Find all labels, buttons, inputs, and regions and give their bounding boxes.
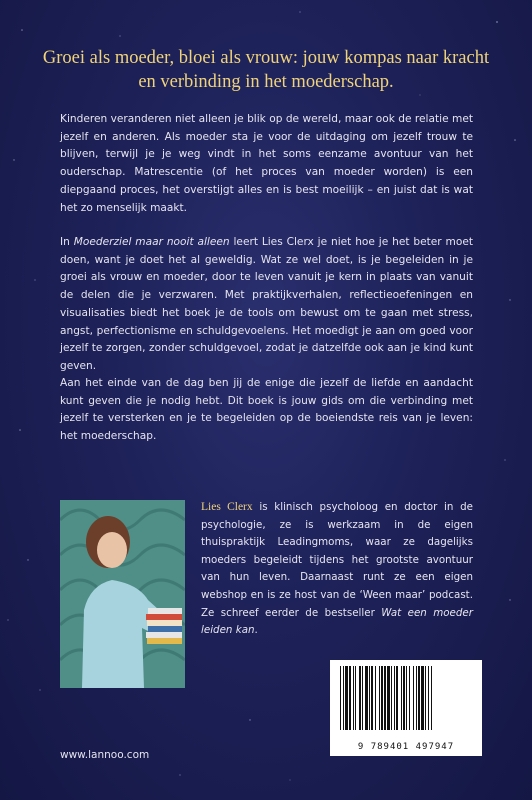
cover-headline: Groei als moeder, bloei als vrouw: jouw kompas naar kracht en verbinding in het moederschap. bbox=[42, 48, 490, 92]
intro-paragraph: Kinderen veranderen niet alleen je blik op de wereld, maar ook de relatie met jezelf en anderen. Als moeder sta je voor de uitdaging om jezelf trouw te blijven, terwijl je je weg vindt in het soms eenzame avontuur van het ouderschap. Matrescentie (of het proces van moeder worden) is een diepgaand proces, het overstijgt alles en is best moeilijk – en juist dat is wat het zo menselijk maakt. bbox=[60, 113, 473, 214]
book-description-paragraph bbox=[60, 234, 473, 376]
author-name: Lies Clerx bbox=[201, 501, 253, 513]
author-bio bbox=[201, 499, 473, 640]
isbn-barcode bbox=[330, 660, 482, 756]
previous-book-title: Wat een moeder leiden kan bbox=[201, 606, 473, 637]
publisher-website: www.lannoo.com bbox=[60, 749, 150, 761]
author-bio-end: . bbox=[254, 624, 258, 637]
author-bio-text: is klinisch psycholoog en doctor in de psychologie, ze is werkzaam in de eigen thuispraktijk Leadingmoms, waar ze dagelijks moeders begeleidt tijdens het grootste avontuur van hun leven. Daarnaast runt ze een eigen webshop en is ze host van de ‘Ween maar’ podcast. Ze schreef eerder de bestseller bbox=[201, 501, 473, 619]
description-prefix: In bbox=[60, 236, 74, 248]
isbn-number: 9 789401 497947 bbox=[357, 742, 455, 752]
description-body: leert Lies Clerx je niet hoe je het beter moet doen, want je doet het al geweldig. Wat ze wel doet, is je begeleiden in je groei als vrouw en moeder, door te leven vanuit je kern in plaats van vanuit de delen die je verzwaren. Met praktijkverhalen, reflectieoefeningen en visualisaties biedt het boek je de tools om bewust om te gaan met stress, angst, perfectionisme en schuldgevoelens. Het moedigt je aan om goed voor jezelf te zorgen, zonder schuldgevoel, zodat je datzelfde ook aan je kind kunt geven. bbox=[60, 236, 473, 372]
author-photo bbox=[60, 500, 185, 688]
book-title-italic: Moederziel maar nooit alleen bbox=[73, 236, 230, 248]
barcode-bars bbox=[330, 660, 482, 740]
closing-paragraph: Aan het einde van de dag ben jij de enige die jezelf de liefde en aandacht kunt geven die je nodig hebt. Dit boek is jouw gids om die verbinding met jezelf te versterken en je te begeleiden op de boeiendste reis van je leven: het moederschap. bbox=[60, 377, 473, 443]
